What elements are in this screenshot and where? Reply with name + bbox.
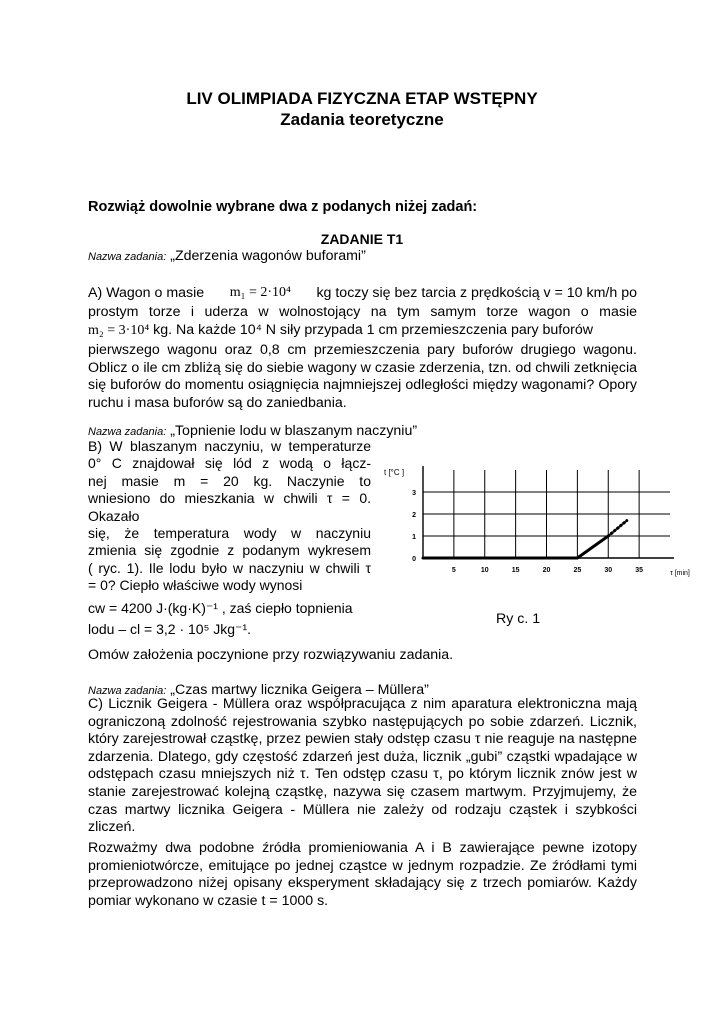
task-b-name-label: Nazwa zadania: xyxy=(88,426,167,438)
task-a-line1-start: A) Wagon o masie xyxy=(88,285,205,301)
task-a-line1-end: kg toczy się bez tarcia z prędkością v = 10 km/h po xyxy=(316,285,637,301)
y-tick-label: 3 xyxy=(412,490,416,497)
task-a-name: „Zderzenia wagonów buforami” xyxy=(170,248,366,264)
task-c-name-label: Nazwa zadania: xyxy=(88,685,167,697)
chart-axes xyxy=(423,466,674,558)
chart-grid xyxy=(423,470,670,558)
x-tick-label: 5 xyxy=(451,567,456,574)
task-b-line: = 0? Ciepło właściwe wody wynosi xyxy=(88,577,303,594)
task-a-line2: prostym torze i uderza w wolnostojący na tym samym torze wagon o masie xyxy=(88,304,637,320)
task-b-line: cw = 4200 J·(kg·K)⁻¹ , zaś ciepło topnienia xyxy=(88,599,353,616)
task-b-line: się, że temperatura wody w naczyniu xyxy=(88,525,371,542)
x-tick-label: 15 xyxy=(511,567,520,574)
task-b-line: 0° C znajdował się lód z wodą o łącz- xyxy=(88,455,371,472)
x-tick-label: 25 xyxy=(573,567,582,574)
task-b-line: ( ryc. 1). Ile lodu było w naczyniu w chwili τ xyxy=(88,559,371,576)
task-b-line: B) W blaszanym naczyniu, w temperaturze xyxy=(88,438,371,454)
task-b-name: „Topnienie lodu w blaszanym naczyniu” xyxy=(170,423,418,439)
chart-xlabel: τ [min] xyxy=(670,570,690,577)
instruction: Rozwiąż dowolnie wybrane dwa z podanych niżej zadań: xyxy=(88,199,478,215)
figure-caption: Ry c. 1 xyxy=(496,611,541,627)
task-b-line: lodu – cl = 3,2 · 10⁵ Jkg⁻¹. xyxy=(88,621,251,638)
task-b-name-row xyxy=(88,423,417,439)
task-b-text xyxy=(88,438,371,638)
task-a-name-row xyxy=(88,248,366,264)
document-subtitle: Zadania teoretyczne xyxy=(280,110,444,129)
task-c-name: „Czas martwy licznika Geigera – Müllera” xyxy=(170,682,429,698)
document-title: LIV OLIMPIADA FIZYCZNA ETAP WSTĘPNY xyxy=(186,89,538,108)
x-tick-label: 30 xyxy=(604,567,613,574)
task-a-name-label: Nazwa zadania: xyxy=(88,251,167,263)
task-c-paragraph-2: Rozważmy dwa podobne źródła promieniowania A i B zawierające pewne izotopy promieniotwórcze, emitujące po jednej cząstce w jednym rozpadzie. Ze źródłami tymi przeprowadzono niżej opisany eksperyment składający się z trzech pomiarów. Każdy pomiar wykonano w czasie t = 1000 s. xyxy=(88,840,637,909)
temperature-chart xyxy=(378,458,714,578)
task-a-line1 xyxy=(88,285,637,301)
formula-m1: m₁ = 2·10⁴ xyxy=(229,285,291,300)
formula-m2: m₂ = 3·10⁴ xyxy=(88,323,150,338)
task-a-line3 xyxy=(88,322,637,339)
y-tick-label: 1 xyxy=(412,534,416,541)
x-tick-label: 20 xyxy=(542,567,551,574)
chart-ylabel: t [°C ] xyxy=(384,468,405,477)
x-tick-label: 35 xyxy=(635,567,644,574)
y-tick-label: 0 xyxy=(412,556,416,563)
task-b-assumptions: Omów założenia poczynione przy rozwiązywaniu zadania. xyxy=(88,647,454,663)
task-c-paragraph-1: C) Licznik Geigera - Müllera oraz współpracująca z nim aparatura elektroniczna mają ograniczoną zdolność rejestrowania szybko następujących po sobie zdarzeń. Licznik, który zarejestrował cząstkę, przez pewien stały odstęp czasu τ nie reaguje na następne zdarzenia. Dlatego, gdy częstość zdarzeń jest duża, licznik „gubi” cząstki wpadające w odstępach czasu mniejszych niż τ. Ten odstęp czasu τ, po którym licznik znów jest w stanie zarejestrować kolejną cząstkę, nazywa się czasem martwym. Przyjmujemy, że czas martwy licznika Geigera - Müllera nie zależy od rodzaju cząstek i szybkości zliczeń. xyxy=(88,696,637,836)
task-heading: ZADANIE T1 xyxy=(320,231,404,247)
x-tick-label: 10 xyxy=(480,567,489,574)
task-a-line3-text: kg. Na każde 10⁴ N siły przypada 1 cm przemieszczenia pary buforów xyxy=(153,322,593,338)
task-b-line: Okazało xyxy=(88,507,140,524)
series-dotted-line xyxy=(608,521,627,536)
task-a-rest: pierwszego wagonu oraz 0,8 cm przemieszczenia pary buforów drugiego wagonu. Oblicz o ile cm zbliżą się do siebie wagony w czasie zderzenia, tzn. od chwili zetknięcia się buforów do momentu osiągnięcia najmniejszej odległości między wagonami? Opory ruchu i masa buforów są do zaniedbania. xyxy=(88,342,637,411)
y-tick-label: 2 xyxy=(412,512,416,519)
task-b-line: zmienia się zgodnie z podanym wykresem xyxy=(88,542,371,559)
task-b-line: wniesiono do mieszkania w chwili τ = 0. xyxy=(88,490,371,507)
task-b-line: nej masie m = 20 kg. Naczynie to xyxy=(88,472,371,489)
